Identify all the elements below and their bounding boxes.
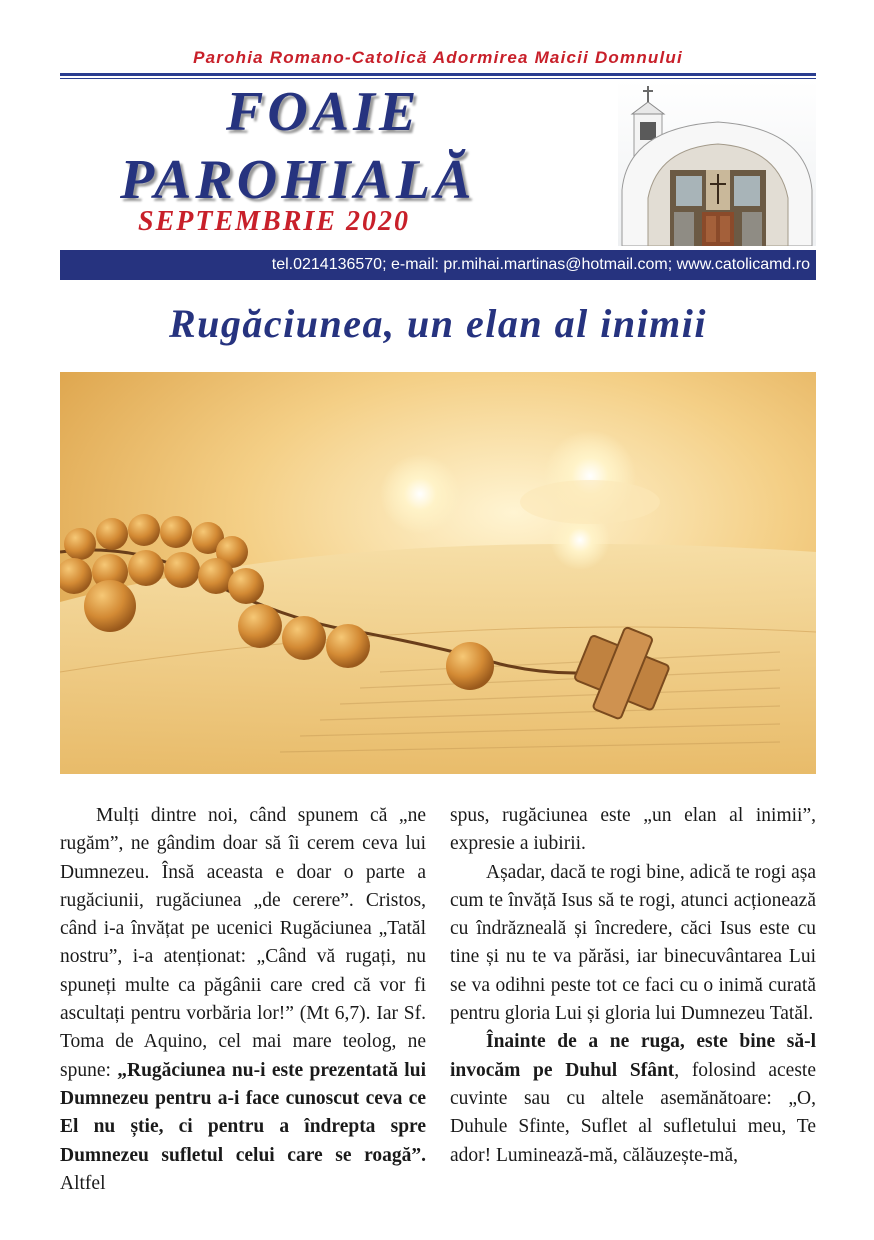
- church-photo: [618, 80, 816, 246]
- paragraph-1-tail: Altfel: [60, 1172, 106, 1194]
- masthead-title-line1: FOAIE: [226, 81, 421, 143]
- article-headline: Rugăciunea, un elan al inimii: [168, 301, 708, 346]
- paragraph-1-text: Mulți dintre noi, când spunem că „ne rugăm”, ne gândim doar să îi cerem ceva lui Dumnezeu. Însă aceasta e doar o parte a rugăciunii, rugăciunea „de cerere”. Cristos, când i-a învățat pe ucenici Rugăciunea „Tatăl nostru”, i-a atenționat: „Când vă rugați, nu spuneți multe ca păgânii care cred că vor fi ascultați pentru vorbăria lor!” (Mt 6,7). Iar Sf. Toma de Aquino, cel mai mare teolog, ne spune:: [60, 805, 426, 1081]
- aquinas-quote: „Rugăciunea nu-i este prezentată lui Dumnezeu pentru a-i face cunoscut ceva ce El nu știe, ci pentru a îndrepta spre Dumnezeu sufletul celui care se roagă”.: [60, 1059, 426, 1166]
- paragraph-1-continued: spus, rugăciunea este „un elan al inimii”, expresie a iubirii.: [450, 805, 816, 855]
- paragraph-2: Așadar, dacă te rogi bine, adică te rogi așa cum te învăță Isus să te rogi, atunci acționează cu îndrăzneală și încredere, căci Isus este cu tine și nu te va părăsi, iar binecuvântarea Lui se va odihni peste tot ce faci cu o inimă curată pentru gloria Lui și gloria lui Dumnezeu Tatăl.: [450, 861, 816, 1025]
- article-column-left: [60, 802, 426, 1198]
- rosary-photo: [60, 372, 816, 774]
- contact-bar: [60, 250, 816, 280]
- header-rule-thin: [60, 78, 816, 79]
- paragraph-3: [450, 1028, 816, 1169]
- parish-name: Parohia Romano-Catolică Adormirea Maicii Domnului: [193, 48, 683, 67]
- issue-date: SEPTEMBRIE 2020: [138, 206, 410, 237]
- article-column-right: [450, 802, 816, 1170]
- masthead-title-line2: PAROHIALĂ: [120, 149, 476, 211]
- header-rule-thick: [60, 73, 816, 76]
- contact-text: tel.0214136570; e-mail: pr.mihai.martinas@hotmail.com; www.catolicamd.ro: [271, 256, 810, 273]
- holy-spirit-invocation: Înainte de a ne ruga, este bine să-l invocăm pe Duhul Sfânt: [450, 1031, 816, 1081]
- paragraph-3-text: , folosind aceste cuvinte sau cu altele asemănătoare: „O, Duhule Sfinte, Suflet al sufletului meu, Te ador! Luminează-mă, călăuzește-mă,: [450, 1059, 816, 1166]
- paragraph-1: [60, 802, 426, 1198]
